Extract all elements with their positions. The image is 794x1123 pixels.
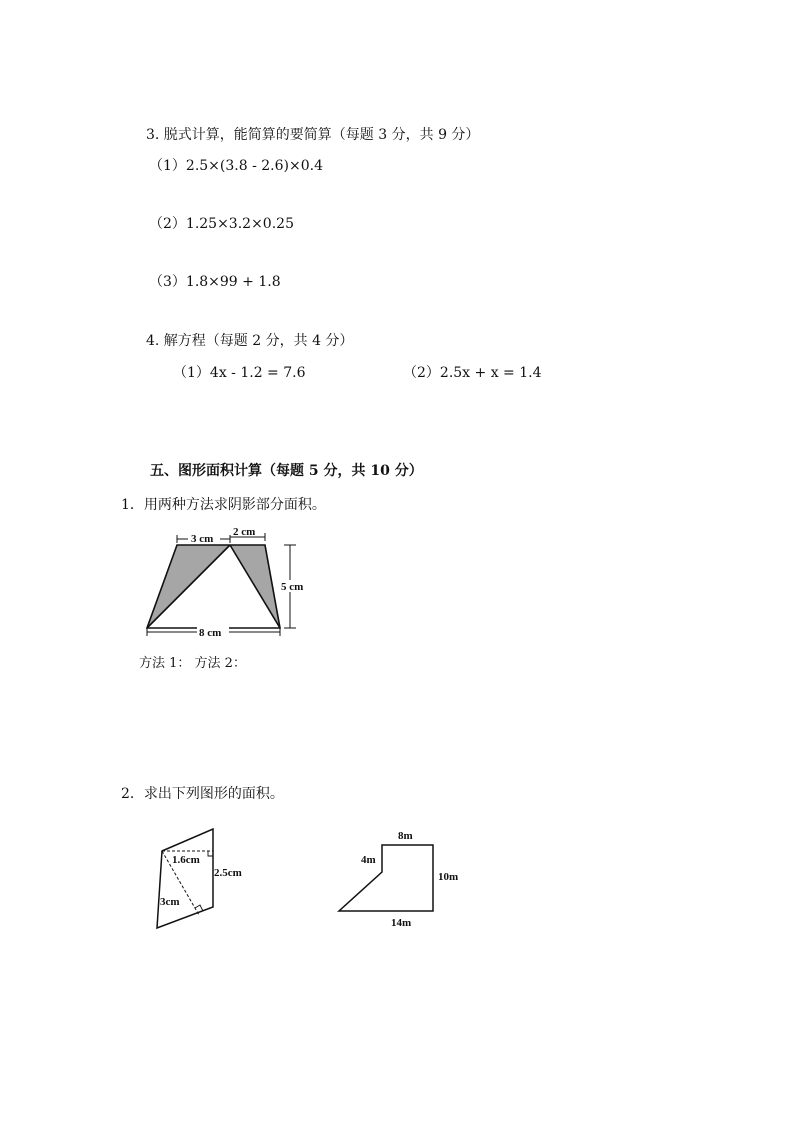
polygon-figure xyxy=(339,845,433,911)
label-height: 5 cm xyxy=(281,581,304,593)
parallelogram-figure xyxy=(157,829,213,928)
label-top-right: 2 cm xyxy=(233,526,256,538)
equation-item-1: （1）4x - 1.2 = 7.6 xyxy=(173,365,306,381)
area-section-title: 五、图形面积计算（每题 5 分，共 10 分） xyxy=(150,463,423,479)
trapezoid-shading xyxy=(147,545,280,628)
label-poly-right: 10m xyxy=(438,871,459,883)
equation-section-title: 4. 解方程（每题 2 分，共 4 分） xyxy=(146,333,354,349)
label-poly-bottom: 14m xyxy=(391,917,412,929)
area-question-1: 1．用两种方法求阴影部分面积。 xyxy=(121,497,326,513)
calc-item-3: （3）1.8×99 + 1.8 xyxy=(149,274,281,290)
label-top-left: 3 cm xyxy=(191,533,214,545)
label-bottom: 8 cm xyxy=(199,627,222,639)
area-question-2: 2．求出下列图形的面积。 xyxy=(121,786,284,802)
equation-item-2: （2）2.5x + x = 1.4 xyxy=(403,365,542,381)
calc-section-title: 3. 脱式计算，能简算的要简算（每题 3 分，共 9 分） xyxy=(146,127,480,143)
label-poly-top: 8m xyxy=(398,830,413,842)
area-methods-line: 方法 1： 方法 2： xyxy=(139,656,246,671)
label-para-inner: 1.6cm xyxy=(172,854,200,866)
calc-item-1: （1）2.5×(3.8 - 2.6)×0.4 xyxy=(149,158,323,174)
label-poly-left: 4m xyxy=(361,854,376,866)
calc-item-2: （2）1.25×3.2×0.25 xyxy=(149,216,294,232)
label-para-diag: 3cm xyxy=(160,896,180,908)
label-para-side: 2.5cm xyxy=(214,867,242,879)
